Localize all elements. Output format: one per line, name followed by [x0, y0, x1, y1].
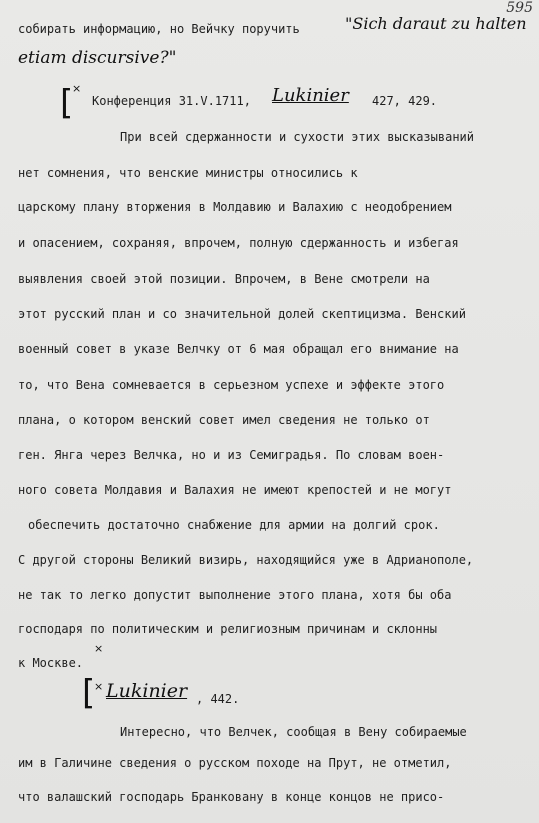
text-line: и опасением, сохраняя, впрочем, полную сдержанность и избегая	[18, 236, 459, 250]
page-number: 595	[506, 0, 533, 16]
handwritten-insert: etiam discursive?"	[18, 48, 177, 68]
insert-mark-icon: ×	[94, 642, 104, 655]
handwritten-insert: "Sich daraut zu halten	[345, 14, 527, 33]
text-line: Интересно, что Велчек, сообщая в Вену собираемые	[120, 725, 467, 739]
text-line: нет сомнения, что венские министры относились к	[18, 166, 358, 180]
insert-mark-icon: ×	[72, 82, 82, 95]
text-line: плана, о котором венский совет имел сведения не только от	[18, 413, 430, 427]
text-line: не так то легко допустит выполнение этого плана, хотя бы оба	[18, 588, 452, 602]
text-line: к Москве.	[18, 656, 84, 670]
text-line: что валашский господарь Бранковану в конце концов не присо-	[18, 790, 445, 804]
handwritten-source: Lukinier	[272, 85, 349, 106]
reference-pages: 427, 429.	[372, 94, 438, 108]
text-line: собирать информацию, но Вейчку поручить	[18, 22, 300, 36]
bracket-mark: [	[82, 673, 96, 713]
text-line: ного совета Молдавия и Валахия не имеют крепостей и не могут	[18, 483, 452, 497]
text-line: военный совет в указе Велчку от 6 мая обращал его внимание на	[18, 342, 459, 356]
text-line: царскому плану вторжения в Молдавию и Валахию с неодобрением	[18, 200, 452, 214]
insert-mark-icon: ×	[94, 680, 104, 693]
text-line: выявления своей этой позиции. Впрочем, в Вене смотрели на	[18, 272, 430, 286]
text-line: этот русский план и со значительной долей скептицизма. Венский	[18, 307, 466, 321]
handwritten-source: Lukinier	[106, 680, 188, 702]
text-line: С другой стороны Великий визирь, находящийся уже в Адрианополе,	[18, 553, 474, 567]
text-line: При всей сдержанности и сухости этих высказываний	[120, 130, 475, 144]
text-line: то, что Вена сомневается в серьезном успехе и эффекте этого	[18, 378, 445, 392]
text-line: им в Галичине сведения о русском походе на Прут, не отметил,	[18, 756, 452, 770]
text-line: обеспечить достаточно снабжение для армии на долгий срок.	[28, 518, 440, 532]
bracket-mark: [	[60, 83, 74, 123]
reference-pages: , 442.	[196, 692, 240, 706]
reference-line: Конференция 31.V.1711,	[92, 94, 251, 108]
text-line: господаря по политическим и религиозным причинам и склонны	[18, 622, 438, 636]
text-line: ген. Янга через Велчка, но и из Семиградья. По словам воен-	[18, 448, 445, 462]
